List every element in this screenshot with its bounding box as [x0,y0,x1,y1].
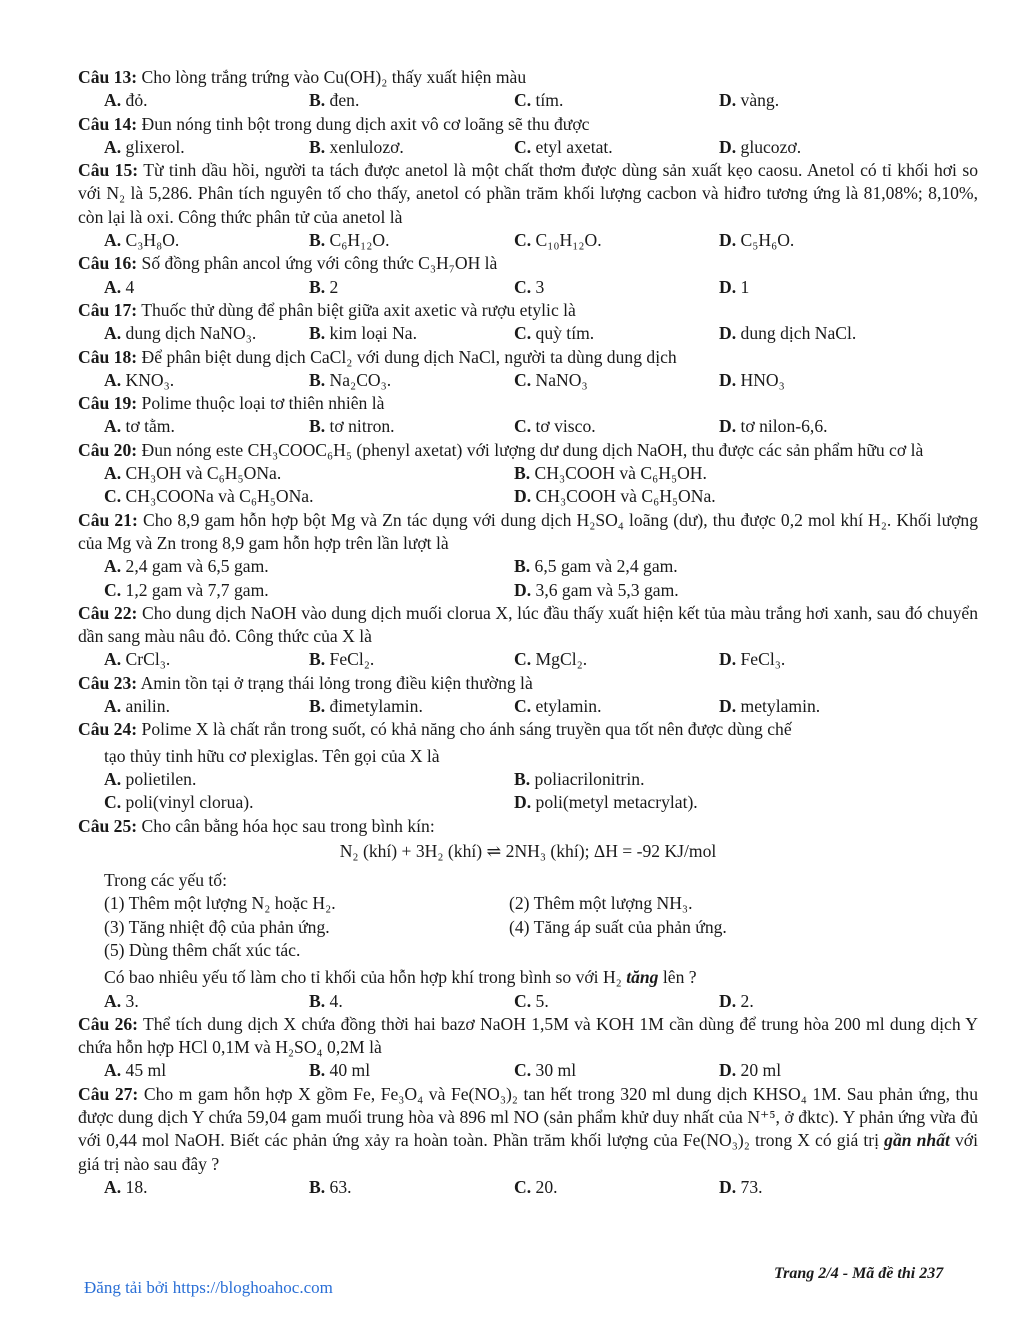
option-c[interactable]: C. poli(vinyl clorua). [104,792,254,813]
question-stem: Số đồng phân ancol ứng với công thức C₃H₇OH là [141,253,498,274]
answer-options [78,555,978,602]
option-d[interactable]: D. C₅H₆O. [719,230,795,251]
question-stem: Cho m gam hỗn hợp X gồm Fe, Fe₃O₄ và Fe(NO₃)₂ tan hết trong 320 ml dung dịch KHSO₄ 1M. Sau phản ứng, thu được dung dịch Y chứa 59,04 gam muối trung hòa và 896 ml NO (sản phẩm khử duy nhất của N⁺⁵, ở đktc). Y phản ứng vừa đủ với 0,44 mol NaOH. Biết các phản ứng xảy ra hoàn toàn. Phần trăm khối lượng của Fe(NO₃)₂ trong X có giá trị [78,1083,978,1151]
option-c[interactable]: C. etylamin. [514,696,602,717]
option-d[interactable]: D. tơ nilon-6,6. [719,416,828,437]
option-d[interactable]: D. dung dịch NaCl. [719,323,857,344]
option-b[interactable]: B. đimetylamin. [309,696,423,717]
question-stem: Polime thuộc loại tơ thiên nhiên là [141,393,385,414]
question-stem: Thuốc thử dùng để phân biệt giữa axit axetic và rượu etylic là [141,299,576,320]
answer-options [78,136,978,159]
question-17 [78,299,978,346]
question-stem: Đun nóng tinh bột trong dung dịch axit vô cơ loãng sẽ thu được [141,113,590,134]
question-prompt: Có bao nhiêu yếu tố làm cho tỉ khối của hỗn hợp khí trong bình so với H₂ tăng lên ? [104,967,697,988]
answer-options [78,462,978,509]
option-d[interactable]: D. metylamin. [719,696,821,717]
factor-item: (4) Tăng áp suất của phản ứng. [509,916,727,937]
question-26 [78,1013,978,1083]
option-b[interactable]: B. 6,5 gam và 2,4 gam. [514,556,678,577]
question-stem: Polime X là chất rắn trong suốt, có khả năng cho ánh sáng truyền qua tốt nên được dùng chế [141,719,792,740]
option-a[interactable]: A. 2,4 gam và 6,5 gam. [104,556,269,577]
option-c[interactable]: C. 1,2 gam và 7,7 gam. [104,579,269,600]
option-b[interactable]: B. FeCl₂. [309,649,375,670]
factor-item: (3) Tăng nhiệt độ của phản ứng. [104,916,330,937]
option-b[interactable]: B. 40 ml [309,1060,371,1081]
option-d[interactable]: D. 2. [719,990,754,1011]
option-d[interactable]: D. vàng. [719,90,780,111]
exam-page [78,66,978,1199]
option-b[interactable]: B. Na₂CO₃. [309,369,392,390]
question-number: Câu 26: [78,1013,139,1034]
option-d[interactable]: D. FeCl₃. [719,649,786,670]
option-c[interactable]: C. CH₃COONa và C₆H₅ONa. [104,486,314,507]
option-a[interactable]: A. polietilen. [104,768,197,789]
question-stem-continued: tạo thủy tinh hữu cơ plexiglas. Tên gọi của X là [104,745,440,766]
option-a[interactable]: A. glixerol. [104,136,185,157]
option-d[interactable]: D. CH₃COOH và C₆H₅ONa. [514,486,716,507]
answer-options [78,415,978,438]
option-a[interactable]: A. CH₃OH và C₆H₅ONa. [104,463,282,484]
option-a[interactable]: A. dung dịch NaNO₃. [104,323,257,344]
question-20 [78,439,978,509]
question-list [78,66,978,718]
answer-options [78,695,978,718]
question-stem: Cho dung dịch NaOH vào dung dịch muối clorua X, lúc đầu thấy xuất hiện kết tủa màu trắng hơi xanh, sau đó chuyển dần sang màu nâu đỏ. Công thức của X là [78,602,978,647]
question-number: Câu 25: [78,815,138,836]
option-b[interactable]: B. đen. [309,90,360,111]
question-number: Câu 24: [78,719,138,740]
option-c[interactable]: C. 20. [514,1176,558,1197]
option-b[interactable]: B. 2 [309,276,339,297]
option-c[interactable]: C. 3 [514,276,545,297]
answer-options [78,322,978,345]
question-stem: Amin tồn tại ở trạng thái lỏng trong điều kiện thường là [140,672,533,693]
question-22 [78,602,978,672]
question-stem: Đun nóng este CH₃COOC₆H₅ (phenyl axetat) với lượng dư dung dịch NaOH, thu được các sản phẩm hữu cơ là [141,439,924,460]
answer-options [78,768,978,815]
option-d[interactable]: D. 20 ml [719,1060,782,1081]
question-15 [78,159,978,252]
question-number: Câu 14: [78,113,138,134]
option-c[interactable]: C. tơ visco. [514,416,596,437]
factors-intro: Trong các yếu tố: [104,870,227,891]
option-d[interactable]: D. HNO₃ [719,369,785,390]
option-d[interactable]: D. 3,6 gam và 5,3 gam. [514,579,679,600]
option-c[interactable]: C. tím. [514,90,564,111]
option-b[interactable]: B. CH₃COOH và C₆H₅OH. [514,463,707,484]
question-number: Câu 27: [78,1083,139,1104]
question-stem: Để phân biệt dung dịch CaCl₂ với dung dịch NaCl, người ta dùng dung dịch [141,346,677,367]
option-a[interactable]: A. anilin. [104,696,170,717]
question-27: Câu 27: Cho m gam hỗn hợp X gồm Fe, Fe₃O₄ và Fe(NO₃)₂ tan hết trong 320 ml dung dịch KHSO₄ 1M. Sau phản ứng, thu được dung dịch Y chứa 59,04 gam muối trung hòa và 896 ml NO (sản phẩm khử duy nhất của N⁺⁵, ở đktc). Y phản ứng vừa đủ với 0,44 mol NaOH. Biết các phản ứng xảy ra hoàn toàn. Phần trăm khối lượng của Fe(NO₃)₂ trong X có giá trị gần nhất với giá trị nào sau đây ? A. 18. B. 63. C. 20. D. 73. [78,1083,978,1199]
question-stem: Thể tích dung dịch X chứa đồng thời hai bazơ NaOH 1,5M và KOH 1M cần dùng để trung hòa 200 ml dung dịch Y chứa hỗn hợp HCl 0,1M và H₂SO₄ 0,2M là [78,1013,978,1058]
option-b[interactable]: B. kim loại Na. [309,323,418,344]
question-number: Câu 19: [78,393,138,414]
question-number: Câu 15: [78,160,139,181]
option-a[interactable]: A. CrCl₃. [104,649,171,670]
option-d[interactable]: D. 73. [719,1176,763,1197]
option-a[interactable]: A. 3. [104,990,139,1011]
option-b[interactable]: B. xenlulozơ. [309,136,404,157]
option-b[interactable]: B. 4. [309,990,343,1011]
question-stem: Cho 8,9 gam hỗn hợp bột Mg và Zn tác dụng với dung dịch H₂SO₄ loãng (dư), thu được 0,2 mol khí H₂. Khối lượng của Mg và Zn trong 8,9 gam hỗn hợp trên lần lượt là [78,509,978,553]
question-24 [78,718,978,814]
question-25 [78,815,978,1013]
option-c[interactable]: C. 5. [514,990,549,1011]
answer-options [78,89,978,112]
question-number: Câu 23: [78,672,138,693]
question-number: Câu 22: [78,602,138,623]
factor-list [78,892,978,962]
question-14 [78,113,978,160]
answer-options [78,276,978,299]
question-stem: Cho cân bằng hóa học sau trong bình kín: [141,815,435,836]
option-a[interactable]: A. 18. [104,1176,148,1197]
option-c[interactable]: C. quỳ tím. [514,323,595,344]
question-18 [78,346,978,393]
option-c[interactable]: C. NaNO₃ [514,369,588,390]
question-number: Câu 16: [78,253,138,274]
option-d[interactable]: D. glucozơ. [719,136,802,157]
question-number: Câu 20: [78,439,138,460]
emphasis-text: gần nhất [884,1130,950,1151]
question-13 [78,66,978,113]
question-number: Câu 17: [78,299,138,320]
factor-item: (1) Thêm một lượng N₂ hoặc H₂. [104,893,336,914]
option-c[interactable]: C. C₁₀H₁₂O. [514,230,602,251]
option-b[interactable]: B. C₆H₁₂O. [309,230,390,251]
option-c[interactable]: C. MgCl₂. [514,649,588,670]
option-a[interactable]: A. KNO₃. [104,369,175,390]
page-number: Trang 2/4 - Mã đề thi 237 [774,1265,944,1282]
answer-options [78,369,978,392]
factor-item: (2) Thêm một lượng NH₃. [509,893,693,914]
option-a[interactable]: A. 4 [104,276,135,297]
emphasis-text: tăng [626,967,659,988]
option-b[interactable]: B. 63. [309,1176,352,1197]
answer-options [78,229,978,252]
option-c[interactable]: C. etyl axetat. [514,136,613,157]
option-a[interactable]: A. C₃H₈O. [104,230,180,251]
option-d[interactable]: D. poli(metyl metacrylat). [514,792,698,813]
answer-options [78,990,978,1013]
factor-item: (5) Dùng thêm chất xúc tác. [104,939,301,960]
answer-options [78,1176,978,1199]
option-a[interactable]: A. 45 ml [104,1060,167,1081]
question-21 [78,509,978,602]
question-stem: Cho lòng trắng trứng vào Cu(OH)₂ thấy xuất hiện màu [141,67,527,87]
source-link[interactable]: Đăng tải bởi https://bloghoahoc.com [84,1278,333,1297]
question-23 [78,672,978,719]
option-a[interactable]: A. tơ tằm. [104,416,175,437]
answer-options [78,648,978,671]
option-b[interactable]: B. tơ nitron. [309,416,395,437]
question-number: Câu 18: [78,346,138,367]
equilibrium-equation: N₂ (khí) + 3H₂ (khí) ⇌ 2NH₃ (khí); ΔH = -92 KJ/mol [339,840,717,861]
question-number: Câu 21: [78,509,138,530]
option-d[interactable]: D. 1 [719,276,750,297]
answer-options [78,1059,978,1082]
option-b[interactable]: B. poliacrilonitrin. [514,768,645,789]
option-c[interactable]: C. 30 ml [514,1060,577,1081]
question-number: Câu 13: [78,67,138,87]
question-stem: Từ tinh dầu hồi, người ta tách được anetol là một chất thơm được dùng sản xuất kẹo caosu. Anetol có tỉ khối hơi so với N₂ là 5,286. Phân tích nguyên tố cho thấy, anetol có phần trăm khối lượng cacbon và hiđro tương ứng là 81,08%; 8,10%, còn lại là oxi. Công thức phân tử của anetol là [78,160,978,227]
option-a[interactable]: A. đỏ. [104,90,148,111]
question-16 [78,252,978,299]
question-19 [78,392,978,439]
